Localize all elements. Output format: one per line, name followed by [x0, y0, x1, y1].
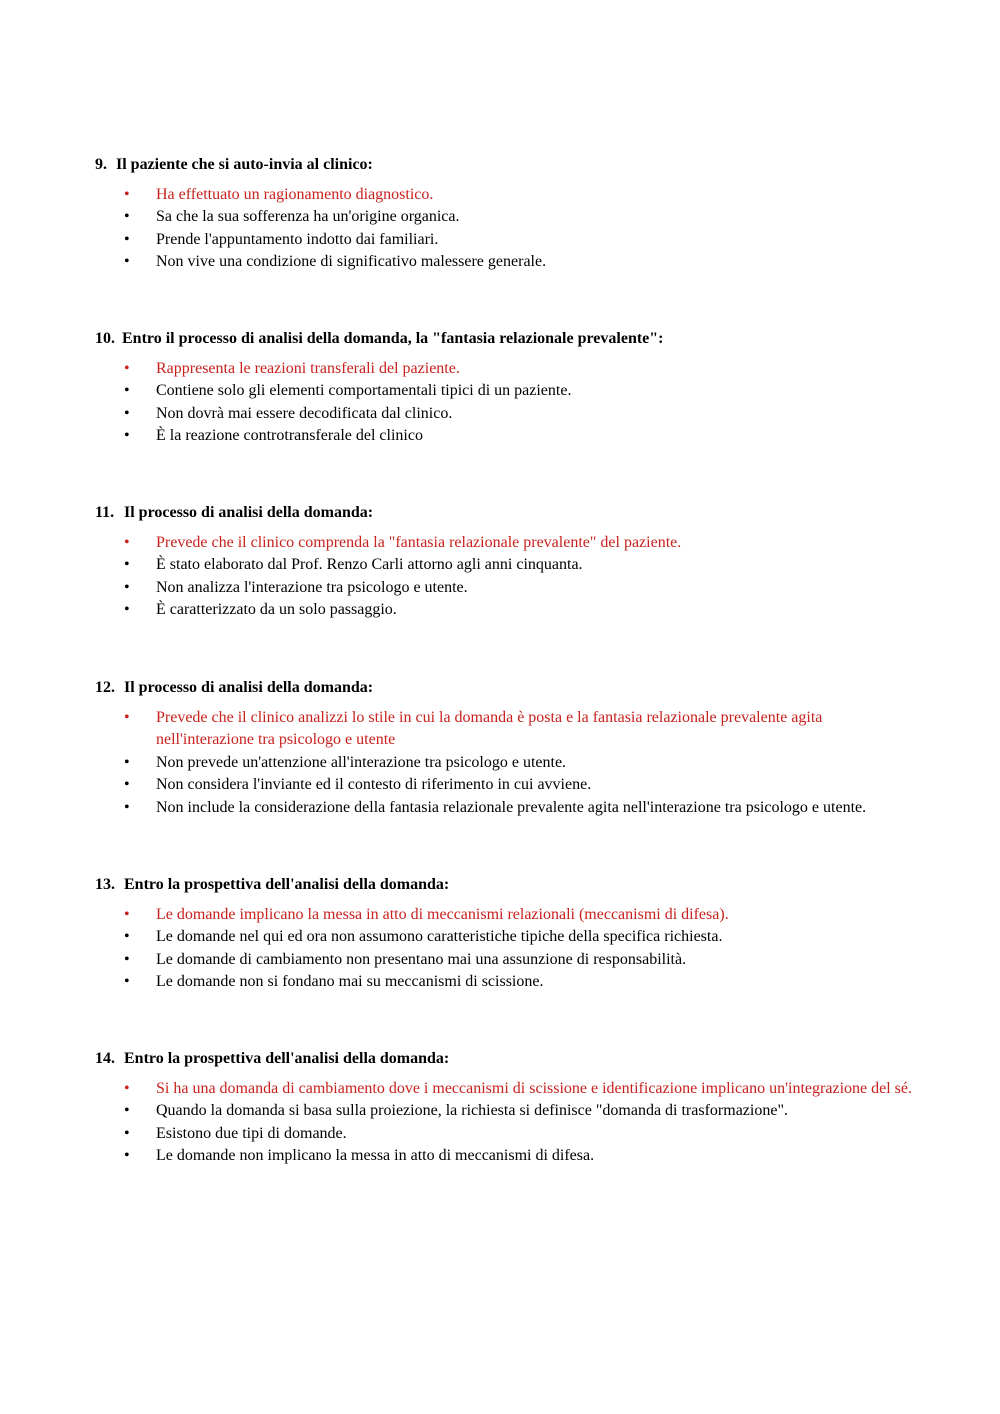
- answer-list: [0, 184, 1000, 274]
- bullet-icon: •: [124, 230, 130, 248]
- answer-text: Non prevede un'attenzione all'interazione tra psicologo e utente.: [156, 753, 567, 771]
- answer-item: [0, 1100, 916, 1122]
- question-text: Entro la prospettiva dell'analisi della domanda:: [124, 1050, 450, 1067]
- answer-text: Non dovrà mai essere decodificata dal clinico.: [156, 404, 453, 422]
- bullet-icon: •: [124, 950, 130, 968]
- bullet-icon: •: [124, 928, 130, 946]
- answer-item: [0, 1123, 916, 1145]
- bullet-icon: •: [124, 360, 130, 377]
- answer-item-correct: [0, 904, 916, 926]
- answer-text: Le domande implicano la messa in atto di meccanismi relazionali (meccanismi di difesa).: [156, 906, 729, 923]
- answer-list: [0, 904, 1000, 994]
- answer-text: Rappresenta le reazioni transferali del paziente.: [156, 360, 460, 377]
- answer-item: [0, 752, 916, 774]
- answer-text: Le domande nel qui ed ora non assumono caratteristiche tipiche della specifica richiesta.: [156, 928, 723, 946]
- answer-text: Ha effettuato un ragionamento diagnostico.: [156, 186, 434, 203]
- question-title: [95, 1049, 449, 1069]
- answer-text: Non vive una condizione di significativo malessere generale.: [156, 253, 547, 271]
- answer-item-correct: [0, 184, 916, 206]
- answer-item: [0, 229, 916, 251]
- answer-text: Non considera l'inviante ed il contesto di riferimento in cui avviene.: [156, 776, 592, 794]
- answer-text: Contiene solo gli elementi comportamentali tipici di un paziente.: [156, 382, 572, 400]
- answer-text: Non analizza l'interazione tra psicologo e utente.: [156, 578, 468, 596]
- bullet-icon: •: [124, 753, 130, 771]
- question-text: Entro la prospettiva dell'analisi della domanda:: [124, 876, 450, 893]
- bullet-icon: •: [124, 1080, 130, 1097]
- bullet-icon: •: [124, 382, 130, 400]
- bullet-icon: •: [124, 427, 130, 445]
- question-title: [95, 678, 373, 698]
- question-text: Il paziente che si auto-invia al clinico:: [116, 156, 373, 173]
- bullet-icon: •: [124, 404, 130, 422]
- answer-text: Prevede che il clinico comprenda la "fantasia relazionale prevalente" del paziente.: [156, 534, 682, 551]
- answer-item: [0, 425, 916, 447]
- answer-text: Si ha una domanda di cambiamento dove i meccanismi di scissione e identificazione implicano un'integrazione del sé.: [156, 1080, 912, 1097]
- question-number: 12.: [95, 679, 115, 696]
- bullet-icon: •: [124, 578, 130, 596]
- answer-item: [0, 251, 916, 273]
- question-text: Entro il processo di analisi della domanda, la "fantasia relazionale prevalente":: [122, 330, 664, 347]
- answer-text: È caratterizzato da un solo passaggio.: [156, 601, 397, 619]
- question-title: [95, 155, 373, 175]
- answer-item: [0, 380, 916, 402]
- bullet-icon: •: [124, 798, 130, 816]
- bullet-icon: •: [124, 534, 130, 551]
- question-number: 10.: [95, 330, 115, 347]
- bullet-icon: •: [124, 1147, 130, 1165]
- answer-text: Le domande non si fondano mai su meccanismi di scissione.: [156, 973, 544, 991]
- answer-item-correct: [0, 707, 916, 752]
- bullet-icon: •: [124, 253, 130, 271]
- answer-text: È stato elaborato dal Prof. Renzo Carli attorno agli anni cinquanta.: [156, 556, 583, 574]
- answer-text: Le domande non implicano la messa in atto di meccanismi di difesa.: [156, 1147, 595, 1165]
- bullet-icon: •: [124, 208, 130, 226]
- answer-item: [0, 554, 916, 576]
- answer-item-correct: [0, 1078, 916, 1100]
- answer-text: Prevede che il clinico analizzi lo stile in cui la domanda è posta e la fantasia relazionale prevalente agita nell'interazione tra psicologo e utente: [156, 709, 823, 749]
- question-number: 13.: [95, 876, 115, 893]
- answer-list: [0, 358, 1000, 448]
- answer-item: [0, 971, 916, 993]
- answer-text: Non include la considerazione della fantasia relazionale prevalente agita nell'interazione tra psicologo e utente.: [156, 798, 867, 816]
- answer-item-correct: [0, 358, 916, 380]
- answer-item: [0, 206, 916, 228]
- answer-text: Esistono due tipi di domande.: [156, 1124, 347, 1142]
- question-number: 14.: [95, 1050, 115, 1067]
- bullet-icon: •: [124, 186, 130, 203]
- answer-text: Le domande di cambiamento non presentano mai una assunzione di responsabilità.: [156, 950, 687, 968]
- answer-item: [0, 1145, 916, 1167]
- bullet-icon: •: [124, 1102, 130, 1120]
- question-text: Il processo di analisi della domanda:: [124, 679, 374, 696]
- answer-item: [0, 403, 916, 425]
- answer-item: [0, 949, 916, 971]
- answer-item-correct: [0, 532, 916, 554]
- bullet-icon: •: [124, 906, 130, 923]
- bullet-icon: •: [124, 973, 130, 991]
- answer-list: [0, 532, 1000, 622]
- answer-item: [0, 926, 916, 948]
- question-title: [95, 875, 449, 895]
- answer-list: [0, 1078, 1000, 1168]
- bullet-icon: •: [124, 601, 130, 619]
- question-number: 9.: [95, 156, 107, 173]
- answer-item: [0, 797, 946, 819]
- answer-text: Sa che la sua sofferenza ha un'origine organica.: [156, 208, 460, 226]
- answer-item: [0, 599, 916, 621]
- question-text: Il processo di analisi della domanda:: [124, 504, 374, 521]
- answer-item: [0, 774, 916, 796]
- answer-text: Quando la domanda si basa sulla proiezione, la richiesta si definisce "domanda di trasformazione".: [156, 1102, 788, 1120]
- bullet-icon: •: [124, 1124, 130, 1142]
- bullet-icon: •: [124, 709, 130, 726]
- bullet-icon: •: [124, 776, 130, 794]
- answer-item: [0, 577, 916, 599]
- question-number: 11.: [95, 504, 115, 521]
- answer-text: È la reazione controtransferale del clinico: [156, 427, 423, 445]
- answer-list: [0, 707, 1000, 819]
- question-title: [95, 329, 664, 349]
- bullet-icon: •: [124, 556, 130, 574]
- question-title: [95, 503, 373, 523]
- answer-text: Prende l'appuntamento indotto dai familiari.: [156, 230, 439, 248]
